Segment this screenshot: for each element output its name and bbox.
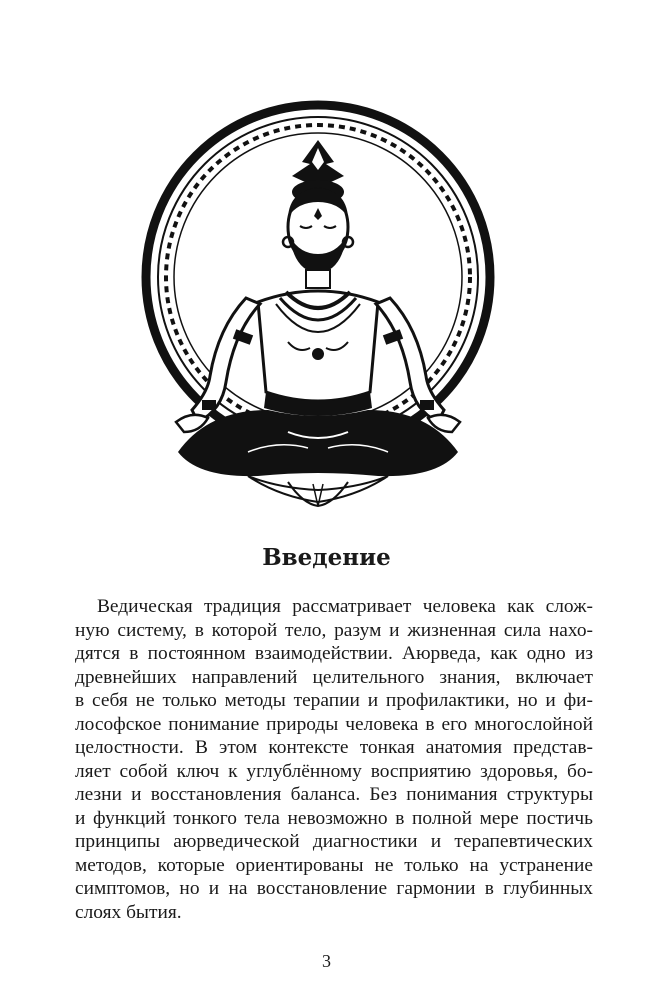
- body-line: принципы аюрведической диагностики и терапевтических: [75, 831, 593, 852]
- body-line: дятся в постоянном взаимодействии. Аюрведа, как одно из: [75, 643, 593, 664]
- page-number: 3: [322, 951, 331, 971]
- body-line: в себя не только методы терапии и профилактики, но и фи-: [75, 690, 593, 711]
- body-line: Ведическая традиция рассматривает человека как слож-: [97, 596, 593, 617]
- meditating-yogi-illustration: [138, 92, 498, 512]
- body-line: и функций тонкого тела невозможно в полной мере постичь: [75, 807, 593, 829]
- body-line: лософское понимание природы человека в его многослойной: [75, 713, 593, 735]
- body-line: древнейших направлений целительного знания, включает: [75, 666, 593, 688]
- page-title: Введение: [262, 544, 391, 571]
- body-line: лезни и восстановления баланса. Без понимания структуры: [75, 784, 593, 805]
- body-line: ляет собой ключ к углублённому восприятию здоровья, бо-: [75, 760, 593, 782]
- body-line: ную систему, в которой тело, разум и жизненная сила нахо-: [75, 619, 593, 641]
- body-text: [75, 595, 593, 924]
- body-line: симптомов, но и на восстановление гармонии в глубинных: [75, 878, 593, 899]
- body-line: методов, которые ориентированы не только на устранение: [75, 854, 593, 876]
- body-line: слоях бытия.: [75, 901, 182, 923]
- body-line: целостности. В этом контексте тонкая анатомия представ-: [75, 737, 593, 758]
